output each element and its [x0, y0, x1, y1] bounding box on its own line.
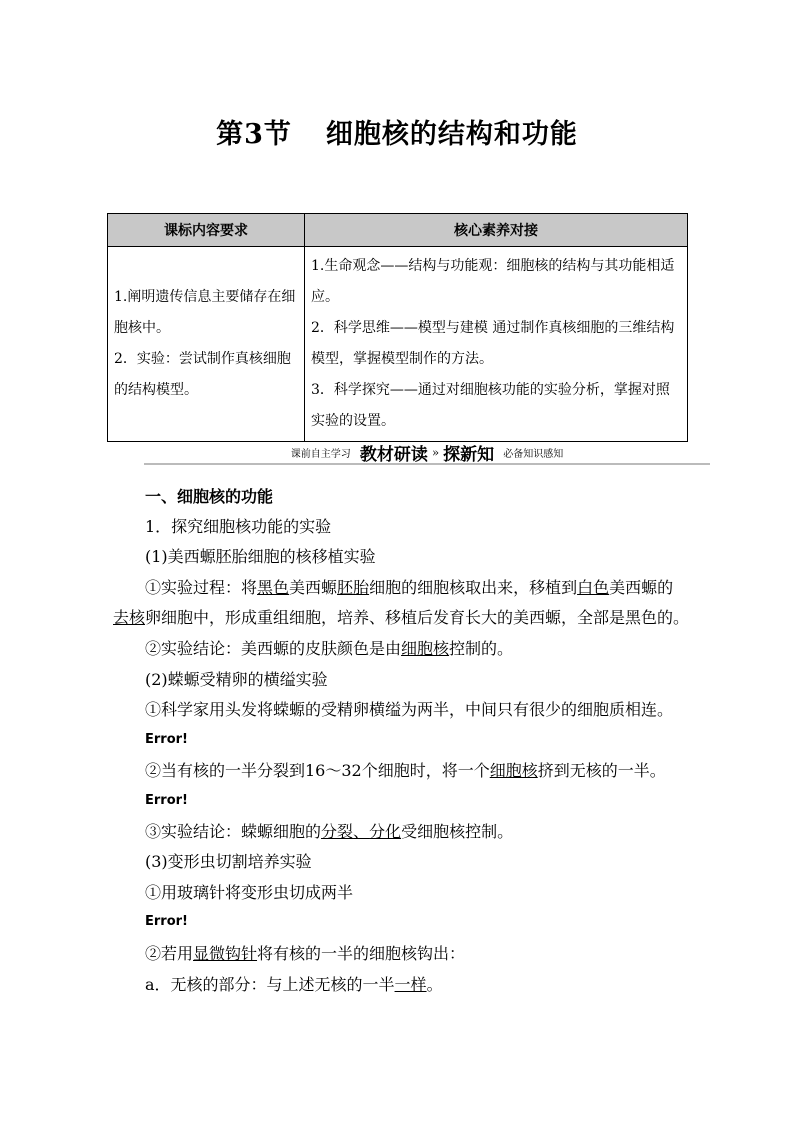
underlined-separator: 、 [353, 822, 370, 841]
heading-2: 1．探究细胞核功能的实验 [145, 517, 332, 536]
table-header: 课标内容要求 [108, 214, 305, 247]
section-banner [144, 440, 710, 466]
text: ②实验结论：美西螈的皮肤颜色是由 [145, 639, 402, 658]
subheading: (1)美西螈胚胎细胞的核移植实验 [145, 547, 376, 566]
underlined-term: 胚胎 [337, 578, 370, 597]
underlined-term: 去核 [113, 608, 146, 627]
text: ②若用 [145, 944, 194, 963]
text: 细胞的细胞核取出来，移植到 [369, 578, 578, 597]
cell-line: 2．实验：尝试制作真核细胞的结构模型。 [114, 351, 291, 398]
banner-text [144, 440, 710, 465]
cell-line: 2．科学思维——模型与建模 通过制作真核细胞的三维结构模型，掌握模型制作的方法。 [311, 320, 675, 367]
table-cell [305, 247, 688, 442]
table-cell [108, 247, 305, 442]
text: 美西螈的 [609, 578, 674, 597]
text: 控制的。 [449, 639, 514, 658]
paragraph [113, 941, 465, 964]
error-text: Error! [145, 914, 188, 929]
text: 挤到无核的一半。 [537, 761, 666, 780]
banner-arrow: » [431, 445, 440, 460]
underlined-term: 分化 [369, 822, 402, 841]
requirements-table [107, 213, 688, 442]
underlined-term: 分裂 [321, 822, 354, 841]
table-header: 核心素养对接 [305, 214, 688, 247]
table-header-row [108, 214, 688, 247]
text: ②当有核的一半分裂到16～32个细胞时，将一个 [145, 761, 490, 780]
text: 卵细胞中，形成重组细胞，培养、移植后发育长大的美西螈，全部是黑色的。 [145, 608, 690, 627]
text: ③实验结论：蝾螈细胞的 [145, 822, 322, 841]
cell-line: 3．科学探究——通过对细胞核功能的实验分析，掌握对照实验的设置。 [311, 382, 670, 429]
underlined-term: 细胞核 [489, 761, 538, 780]
paragraph [113, 819, 513, 842]
paragraph [113, 605, 689, 628]
text: a．无核的部分：与上述无核的一半 [145, 975, 395, 994]
subheading: (3)变形虫切割培养实验 [145, 852, 312, 871]
underlined-term: 黑色 [257, 578, 290, 597]
banner-main-2: 探新知 [443, 445, 495, 465]
text: 受细胞核控制。 [401, 822, 514, 841]
paragraph [113, 758, 666, 781]
paragraph [113, 636, 513, 659]
section-name: 细胞核的结构和功能 [325, 119, 578, 150]
error-text: Error! [145, 732, 188, 747]
banner-main-1: 教材研读 [359, 445, 428, 465]
paragraph: ①科学家用头发将蝾螈的受精卵横缢为两半，中间只有很少的细胞质相连。 [145, 700, 674, 719]
text: 将有核的一半的细胞核钩出： [257, 944, 466, 963]
paragraph: ①用玻璃针将变形虫切成两半 [145, 883, 354, 902]
underlined-term: 细胞核 [401, 639, 450, 658]
text: ①实验过程：将 [145, 578, 258, 597]
banner-right: 必备知识感知 [503, 449, 564, 460]
cell-line: 1.阐明遗传信息主要储存在细胞核中。 [114, 289, 296, 336]
paragraph [113, 972, 443, 995]
underlined-term: 白色 [577, 578, 610, 597]
page-title [0, 112, 794, 151]
section-number: 第3节 [216, 119, 292, 150]
cell-line: 1.生命观念——结构与功能观：细胞核的结构与其功能相适应。 [311, 258, 675, 305]
error-text: Error! [145, 793, 188, 808]
heading-1: 一、细胞核的功能 [145, 487, 274, 506]
text: 美西螈 [289, 578, 338, 597]
paragraph [113, 575, 673, 598]
table-row [108, 247, 688, 442]
text: 。 [426, 975, 443, 994]
underlined-term: 显微钩针 [193, 944, 258, 963]
underlined-term: 一样 [394, 975, 427, 994]
subheading: (2)蝾螈受精卵的横缢实验 [145, 670, 328, 689]
banner-left: 课前自主学习 [290, 449, 351, 460]
